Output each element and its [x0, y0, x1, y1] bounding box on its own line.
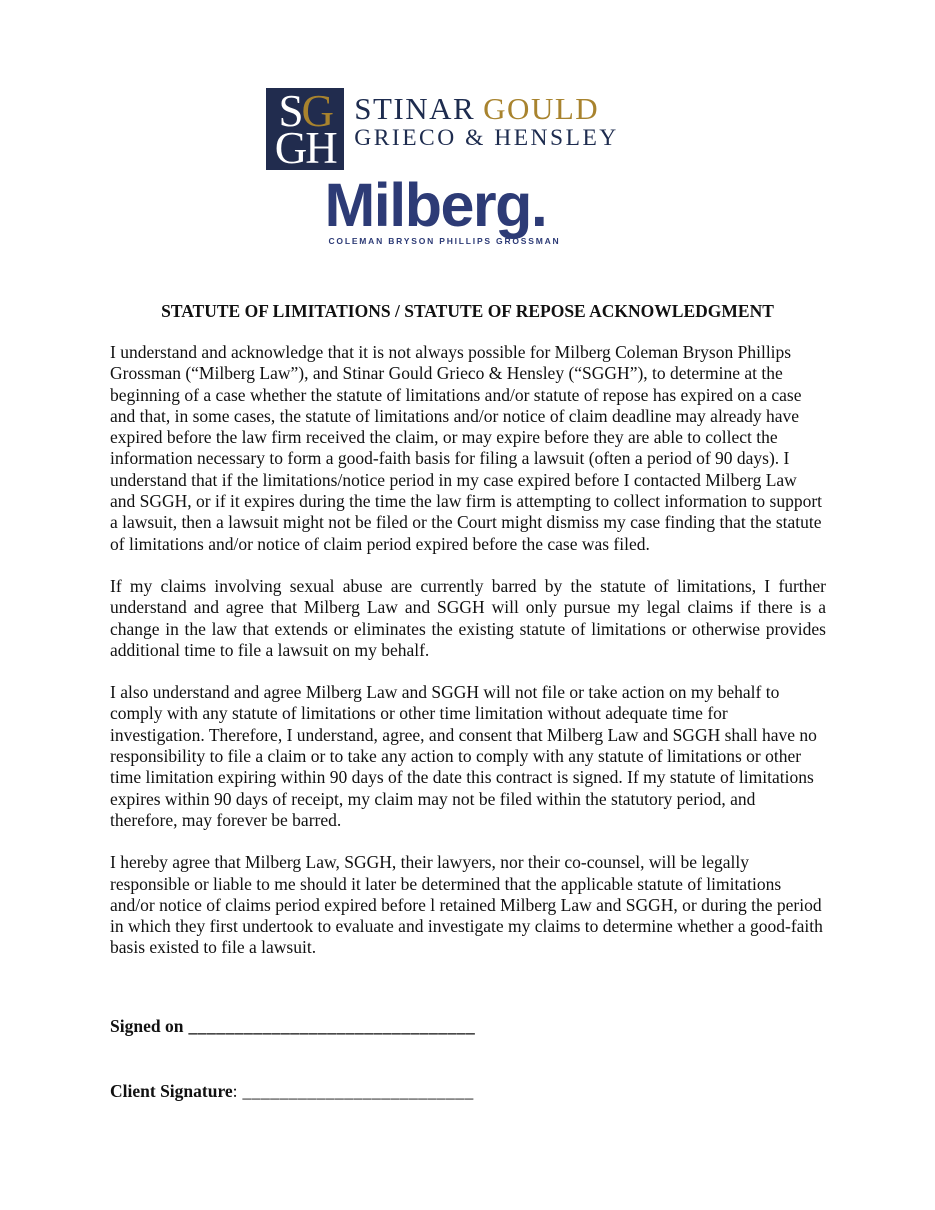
sggh-monogram-icon: [266, 86, 344, 173]
sggh-wordmark: [354, 88, 619, 152]
stinar-text: STINAR: [354, 91, 476, 126]
header-logos: [0, 88, 910, 246]
signed-on-label: Signed on: [110, 1016, 184, 1036]
monogram-letter-s: S: [278, 86, 302, 137]
document-body: [110, 342, 826, 980]
client-signature-row: [110, 1081, 475, 1102]
milberg-wordmark: Milberg.: [324, 171, 547, 239]
monogram-letter-g-gold: G: [301, 86, 332, 137]
sggh-monogram-line2: GH: [274, 123, 336, 173]
milberg-logo: [324, 171, 561, 246]
gould-text: GOULD: [483, 91, 600, 126]
paragraph-2: If my claims involving sexual abuse are currently barred by the statute of limitations, I further understand and agree that Milberg Law and SGGH will only pursue my legal claims if there is a change in the law that extends or eliminates the existing statute of limitations or otherwise provides additional time to file a lawsuit on my behalf.: [110, 575, 826, 660]
signed-on-line: _______________________________: [188, 1016, 476, 1036]
sggh-wordmark-line1: [354, 92, 619, 126]
paragraph-4: I hereby agree that Milberg Law, SGGH, their lawyers, nor their co-counsel, will be legally responsible or liable to me should it later be determined that the applicable statute of limitations and/or notice of claims period expired before l retained Milberg Law and SGGH, or during the period in which they first undertook to evaluate and investigate my claims to determine whether a good-faith basis existed to file a lawsuit.: [110, 852, 823, 958]
signature-section: [110, 1016, 475, 1102]
document-title: STATUTE OF LIMITATIONS / STATUTE OF REPOSE ACKNOWLEDGMENT: [161, 301, 774, 321]
client-signature-separator: :: [232, 1081, 238, 1101]
paragraph-1: I understand and acknowledge that it is not always possible for Milberg Coleman Bryson Phillips Grossman (“Milberg Law”), and Stinar Gould Grieco & Hensley (“SGGH”), to determine at the beginning of a case whether the statute of limitations and/or statute of repose has expired on a case and that, in some cases, the statute of limitations and/or notice of claim deadline may already have expired before the law firm received the claim, or may expire before they are able to collect the information necessary to form a good-faith basis for filing a lawsuit (often a period of 90 days). I understand that if the limitations/notice period in my case expired before I contacted Milberg Law and SGGH, or if it expires during the time the law firm is attempting to collect information to support a lawsuit, then a lawsuit might not be filed or the Court might dismiss my case finding that the statute of limitations and/or notice of claim period expired before the case was filed.: [110, 342, 823, 554]
grieco-hensley-text: GRIECO & HENSLEY: [354, 125, 619, 152]
signed-on-row: [110, 1016, 475, 1037]
paragraph-3: I also understand and agree Milberg Law and SGGH will not file or take action on my behalf to comply with any statute of limitations or other time limitation without adequate time for investigation. Therefore, I understand, agree, and consent that Milberg Law and SGGH shall have no responsibility to file a claim or to take any action to comply with any statute of limitations or other time limitation expiring within 90 days of the date this contract is signed. If my statute of limitations expires within 90 days of receipt, my claim may not be filed within the statutory period, and therefore, may forever be barred.: [110, 682, 817, 830]
client-signature-line: _________________________: [242, 1081, 474, 1101]
client-signature-label: Client Signature: [110, 1081, 233, 1101]
milberg-tagline: COLEMAN BRYSON PHILLIPS GROSSMAN: [328, 235, 561, 246]
sggh-logo: [266, 86, 619, 173]
